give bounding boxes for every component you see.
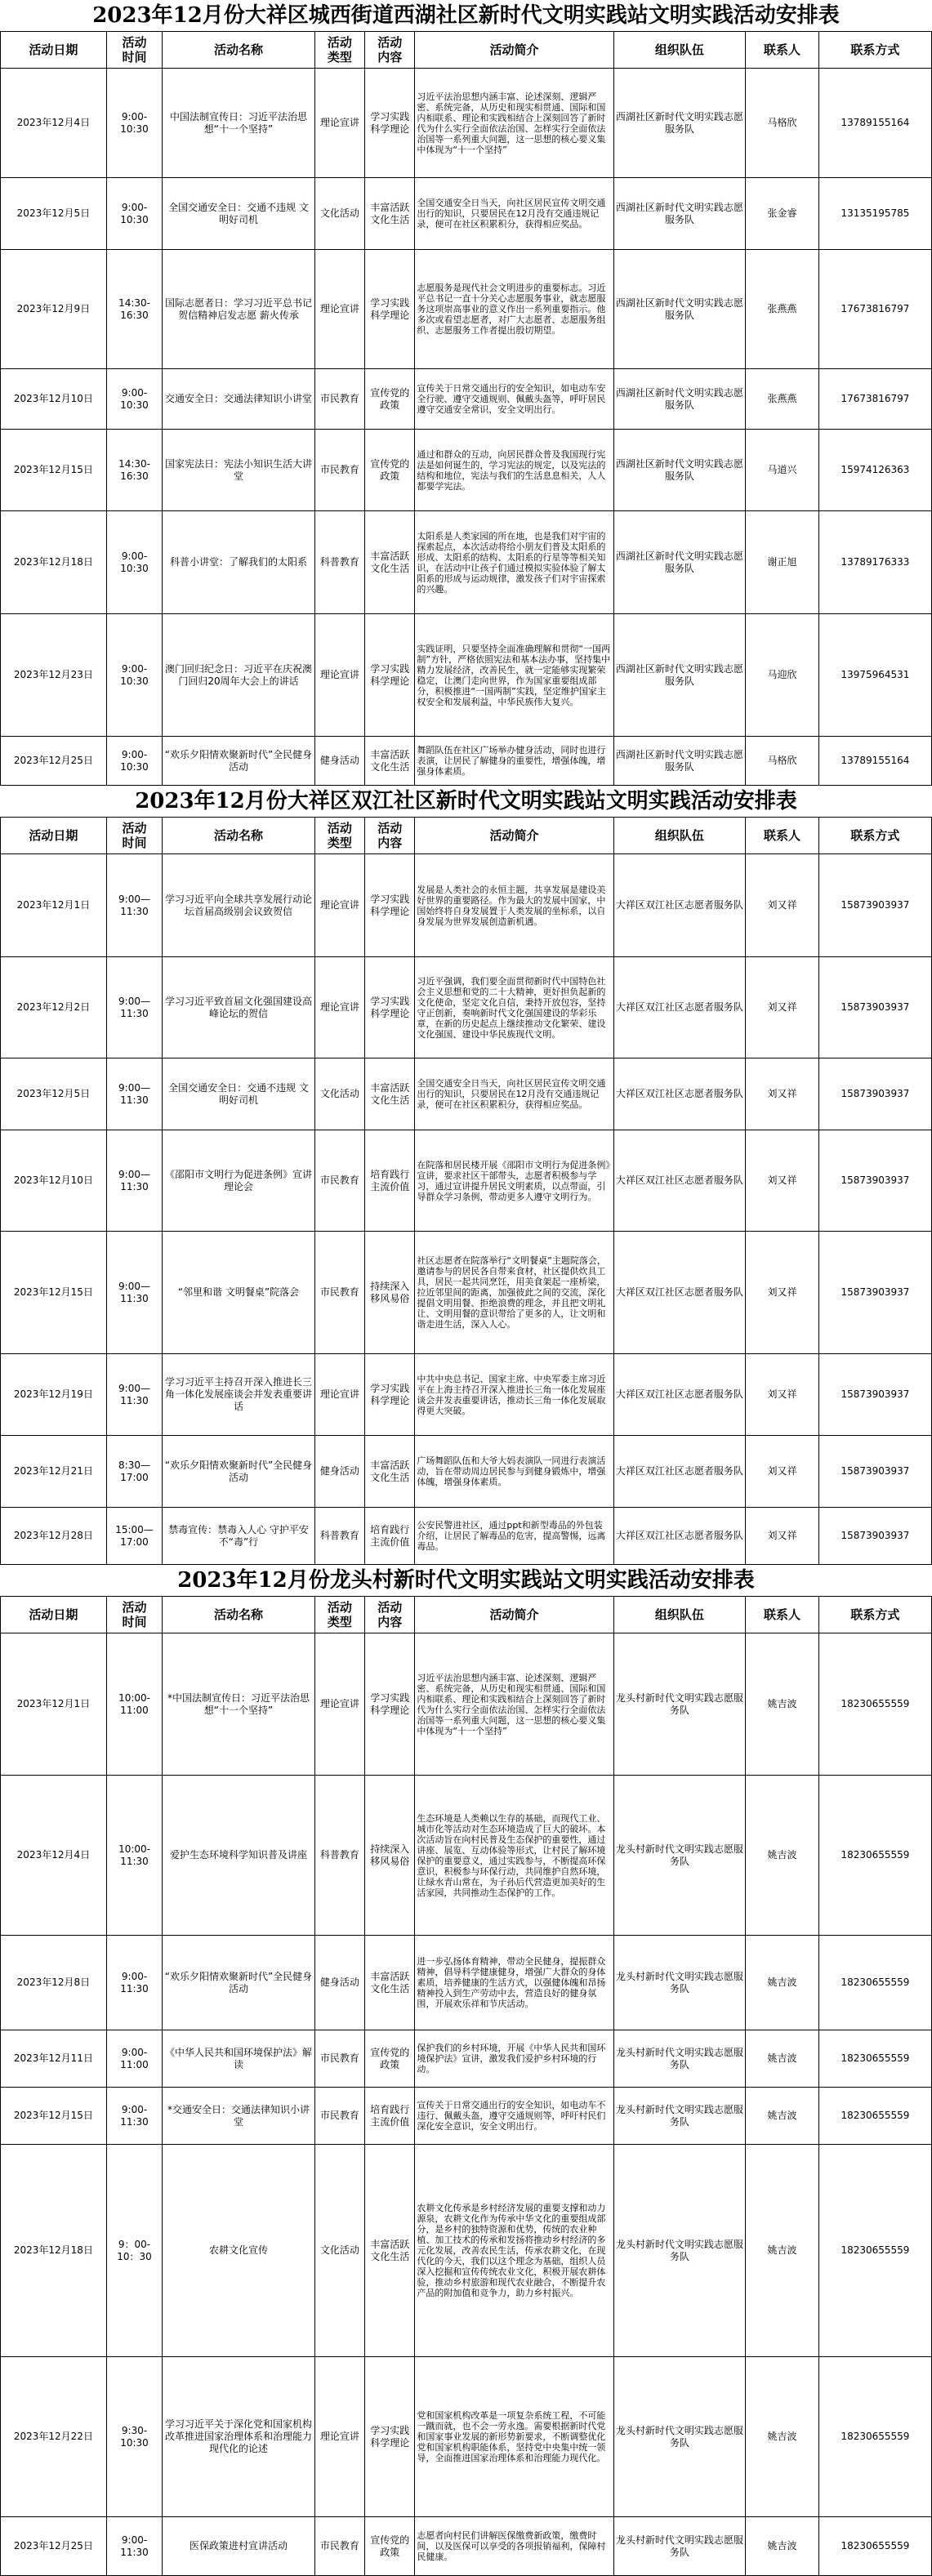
cell-activity-content: 宣传党的政策 — [365, 2517, 415, 2576]
schedule-table — [0, 817, 932, 1565]
cell-activity-intro: 宣传关于日常交通出行的安全知识，如电动车不违行、佩戴头盔，遵守交通规则等，呼吁村民们深化安全意识，安全文明出行。 — [415, 2088, 613, 2145]
cell-time: 9:00- 11:30 — [106, 2517, 162, 2576]
cell-contact-person: 姚吉波 — [746, 2145, 819, 2357]
cell-organization: 龙头村新时代文明实践志愿服务队 — [613, 2517, 746, 2576]
cell-activity-intro: 在院落和居民楼开展《邵阳市文明行为促进条例》宣讲，要求社区干部带头，志愿者积极参与学习，通过宣讲提升居民文明素质，以点带面，引导群众学习条例，带动更多人遵守文明行为。 — [415, 1130, 613, 1232]
cell-activity-content: 学习实践科学理论 — [365, 69, 415, 178]
cell-contact-person: 马格欣 — [746, 737, 819, 786]
table-row — [1, 1776, 932, 1936]
cell-activity-name: “欢乐夕阳情欢聚新时代”全民健身活动 — [163, 1936, 314, 2030]
cell-organization: 大祥区双江社区志愿者服务队 — [613, 1232, 746, 1354]
cell-contact-phone: 13789155164 — [818, 69, 931, 178]
cell-activity-type: 健身活动 — [314, 737, 364, 786]
header-contact-phone: 联系方式 — [818, 1597, 931, 1633]
cell-time: 15:00— 17:00 — [106, 1508, 162, 1565]
cell-contact-person: 马道兴 — [746, 430, 819, 511]
cell-activity-name: 全国交通安全日：交通不违规 文明好司机 — [163, 178, 314, 250]
cell-activity-intro: 保护我们的乡村环境，开展《中华人民共和国环境保护法》宣讲，激发我们爱护乡村环境的行动。 — [415, 2030, 613, 2088]
cell-contact-phone: 18230655559 — [818, 2030, 931, 2088]
cell-contact-phone: 18230655559 — [818, 2145, 931, 2357]
section-title: 2023年12月份大祥区城西街道西湖社区新时代文明实践站文明实践活动安排表 — [92, 3, 840, 28]
cell-activity-intro: 全国交通安全日当天，向社区居民宣传文明交通出行的知识，只要居民在12月没有交通违规记录，便可在社区积累积分，获得相应奖品。 — [415, 178, 613, 250]
cell-activity-type: 理论宣讲 — [314, 69, 364, 178]
cell-activity-content: 培育践行主流价值 — [365, 1508, 415, 1565]
cell-activity-name: “欢乐夕阳情欢聚新时代”全民健身活动 — [163, 737, 314, 786]
cell-time: 9:00— 11:30 — [106, 1058, 162, 1130]
cell-organization: 大祥区双江社区志愿者服务队 — [613, 1058, 746, 1130]
cell-date: 2023年12月5日 — [1, 178, 107, 250]
cell-activity-content: 宣传党的政策 — [365, 430, 415, 511]
cell-activity-content: 学习实践科学理论 — [365, 854, 415, 957]
cell-activity-type: 理论宣讲 — [314, 2357, 364, 2517]
cell-activity-name: 国际志愿者日：学习习近平总书记贺信精神启发志愿 薪火传承 — [163, 250, 314, 369]
section-xihu — [0, 0, 932, 786]
table-row — [1, 178, 932, 250]
cell-contact-person: 刘又祥 — [746, 1130, 819, 1232]
cell-activity-name: 科普小讲堂：了解我们的太阳系 — [163, 511, 314, 614]
cell-time: 9:00- 10:30 — [106, 511, 162, 614]
cell-contact-person: 张燕燕 — [746, 369, 819, 430]
header-contact-phone: 联系方式 — [818, 32, 931, 69]
cell-activity-intro: 习近平强调，我们要全面贯彻新时代中国特色社会主义思想和党的二十大精神，更好担负起新的文化使命，坚定文化自信，秉持开放包容，坚持守正创新，奏响新时代文化强国建设的华彩乐章，在新的历史起点上继续推动文化繁荣、建设文化强国、建设中华民族现代文明。 — [415, 957, 613, 1058]
table-row — [1, 250, 932, 369]
cell-activity-intro: 农耕文化传承是乡村经济发展的重要支撑和动力源泉，农耕文化作为传承中华文化的重要组成部分，是乡村的独特资源和优势，传统的农业种植、加工技术的传承和发扬将推动乡村经济的多元化发展，改善农民生活，传承农耕文化，在现代化的今天，我们以这个理念为基础，组织人员深入挖掘和宣传传统农业文化，积极开展农耕体验，推动乡村旅游和现代农业融合，不断提升农产品的附加值和竞争力，助力乡村振兴。 — [415, 2145, 613, 2357]
header-organization: 组织队伍 — [613, 818, 746, 854]
cell-date: 2023年12月10日 — [1, 369, 107, 430]
cell-time: 9:00- 10:30 — [106, 369, 162, 430]
cell-time: 9:00- 11:30 — [106, 1936, 162, 2030]
cell-activity-content: 宣传党的政策 — [365, 2030, 415, 2088]
cell-contact-person: 刘又祥 — [746, 1508, 819, 1565]
cell-date: 2023年12月15日 — [1, 430, 107, 511]
cell-contact-phone: 15873903937 — [818, 854, 931, 957]
table-row — [1, 1232, 932, 1354]
cell-date: 2023年12月15日 — [1, 1232, 107, 1354]
cell-contact-person: 刘又祥 — [746, 1232, 819, 1354]
cell-activity-name: 中国法制宣传日：习近平法治思想“十一个坚持” — [163, 69, 314, 178]
header-activity-type: 活动 类型 — [314, 818, 364, 854]
cell-contact-person: 马迎欣 — [746, 614, 819, 737]
cell-contact-person: 张金睿 — [746, 178, 819, 250]
cell-activity-content: 持续深入移风易俗 — [365, 1232, 415, 1354]
cell-date: 2023年12月19日 — [1, 1354, 107, 1436]
header-contact-person: 联系人 — [746, 32, 819, 69]
table-row — [1, 1508, 932, 1565]
cell-contact-phone: 15873903937 — [818, 1508, 931, 1565]
cell-activity-intro: 党和国家机构改革是一项复杂系统工程，不可能一蹴而就，也不会一劳永逸。需要根据新时代党和国家事业发展的新形势新要求，不断调整优化党和国家机构职能体系，坚持党中央集中统一领导，全面推进国家治理体系和治理能力现代化。 — [415, 2357, 613, 2517]
cell-date: 2023年12月8日 — [1, 1936, 107, 2030]
cell-activity-name: *中国法制宣传日：习近平法治思想“十一个坚持” — [163, 1633, 314, 1776]
cell-activity-content: 丰富活跃文化生活 — [365, 1436, 415, 1508]
cell-activity-intro: 发展是人类社会的永恒主题，共享发展是建设美好世界的重要路径。作为最大的发展中国家，中国始终将自身发展置于人类发展的坐标系，以自身发展为世界发展创造新机遇。 — [415, 854, 613, 957]
header-time: 活动 时间 — [106, 1597, 162, 1633]
cell-activity-name: 全国交通安全日：交通不违规 文明好司机 — [163, 1058, 314, 1130]
cell-activity-intro: 社区志愿者在院落举行“文明餐桌”主题院落会，邀请参与的居民各自带来食材，社区提供炊具工具，居民一起共同烹饪，用美食架起一座桥梁，拉近邻里间的距离，加强彼此之间的交流，深化提倡文明用餐、拒绝浪费的理念，并且把文明礼让、文明用餐的意识带给了更多的人，让文明和谐走进生活，深入人心。 — [415, 1232, 613, 1354]
cell-organization: 西湖社区新时代文明实践志愿服务队 — [613, 369, 746, 430]
cell-activity-name: 国家宪法日：宪法小知识生活大讲堂 — [163, 430, 314, 511]
cell-activity-name: “邻里和谐 文明餐桌”院落会 — [163, 1232, 314, 1354]
cell-time: 14:30- 16:30 — [106, 250, 162, 369]
cell-activity-type: 理论宣讲 — [314, 854, 364, 957]
header-activity-intro: 活动简介 — [415, 1597, 613, 1633]
header-date: 活动日期 — [1, 32, 107, 69]
cell-activity-type: 市民教育 — [314, 2030, 364, 2088]
cell-contact-phone: 18230655559 — [818, 1776, 931, 1936]
cell-activity-name: 学习习近平向全球共享发展行动论坛首届高级别会议致贺信 — [163, 854, 314, 957]
cell-activity-intro: 通过和群众的互动，向居民群众普及我国现行宪法是如何诞生的，学习宪法的规定，以及宪法的结构和地位，宪法与我们的生活息息相关，人人都要学宪法。 — [415, 430, 613, 511]
header-activity-intro: 活动简介 — [415, 32, 613, 69]
cell-activity-type: 理论宣讲 — [314, 250, 364, 369]
section-title: 2023年12月份大祥区双江社区新时代文明实践站文明实践活动安排表 — [135, 789, 797, 813]
table-row — [1, 430, 932, 511]
cell-date: 2023年12月1日 — [1, 854, 107, 957]
cell-organization: 龙头村新时代文明实践志愿服务队 — [613, 2145, 746, 2357]
table-row — [1, 2145, 932, 2357]
cell-contact-person: 姚吉波 — [746, 2030, 819, 2088]
table-row — [1, 1436, 932, 1508]
cell-activity-content: 学习实践科学理论 — [365, 1354, 415, 1436]
cell-activity-name: 爱护生态环境科学知识普及讲座 — [163, 1776, 314, 1936]
cell-contact-phone: 15873903937 — [818, 1436, 931, 1508]
cell-activity-name: 学习习近平致首届文化强国建设高峰论坛的贺信 — [163, 957, 314, 1058]
section-title: 2023年12月份龙头村新时代文明实践站文明实践活动安排表 — [177, 1568, 755, 1593]
cell-date: 2023年12月11日 — [1, 2030, 107, 2088]
cell-organization: 西湖社区新时代文明实践志愿服务队 — [613, 737, 746, 786]
cell-organization: 西湖社区新时代文明实践志愿服务队 — [613, 614, 746, 737]
header-organization: 组织队伍 — [613, 1597, 746, 1633]
cell-activity-intro: 公安民警进社区，通过ppt和新型毒品的外包装介绍，让居民了解毒品的危害，提高警惕，远离毒品。 — [415, 1508, 613, 1565]
cell-contact-person: 刘又祥 — [746, 957, 819, 1058]
cell-contact-phone: 13789176333 — [818, 511, 931, 614]
cell-activity-intro: 习近平法治思想内涵丰富、论述深刻、逻辑严密、系统完备，从历史和现实相贯通、国际和国内相联系、理论和实践相结合上深刻回答了新时代为什么实行全面依法治国、怎样实行全面依法治国等一系列重大问题，这一思想的核心要义集中体现为“十一个坚持” — [415, 1633, 613, 1776]
cell-activity-type: 理论宣讲 — [314, 957, 364, 1058]
cell-contact-phone: 13975964531 — [818, 614, 931, 737]
cell-contact-person: 谢正旭 — [746, 511, 819, 614]
cell-organization: 大祥区双江社区志愿者服务队 — [613, 1508, 746, 1565]
cell-contact-phone: 13789155164 — [818, 737, 931, 786]
header-activity-intro: 活动简介 — [415, 818, 613, 854]
cell-date: 2023年12月23日 — [1, 614, 107, 737]
header-contact-phone: 联系方式 — [818, 818, 931, 854]
cell-activity-type: 文化活动 — [314, 178, 364, 250]
cell-date: 2023年12月1日 — [1, 1633, 107, 1776]
cell-activity-content: 学习实践科学理论 — [365, 2357, 415, 2517]
cell-activity-intro: 太阳系是人类家园的所在地，也是我们对宇宙的探索起点，本次活动将给小朋友们普及太阳系的形成、太阳系的结构、太阳系的行星等等相关知识，在活动中让孩子们通过模拟实验体验了解太阳系的形成与运动规律，激发孩子们对宇宙探索的兴趣。 — [415, 511, 613, 614]
header-activity-content: 活动 内容 — [365, 818, 415, 854]
header-contact-person: 联系人 — [746, 1597, 819, 1633]
cell-activity-content: 丰富活跃文化生活 — [365, 1936, 415, 2030]
cell-organization: 龙头村新时代文明实践志愿服务队 — [613, 1633, 746, 1776]
cell-organization: 西湖社区新时代文明实践志愿服务队 — [613, 69, 746, 178]
cell-time: 9:00- 10:30 — [106, 737, 162, 786]
header-organization: 组织队伍 — [613, 32, 746, 69]
cell-contact-person: 刘又祥 — [746, 1436, 819, 1508]
table-row — [1, 2030, 932, 2088]
cell-contact-phone: 18230655559 — [818, 1936, 931, 2030]
table-row — [1, 1130, 932, 1232]
cell-activity-intro: 志愿者向村民们讲解医保缴费新政策，缴费时间，以及医保可以享受的各项报销福利，保障村民健康。 — [415, 2517, 613, 2576]
cell-contact-phone: 13135195785 — [818, 178, 931, 250]
header-activity-content: 活动 内容 — [365, 1597, 415, 1633]
cell-activity-intro: 舞蹈队伍在社区广场举办健身活动，同时也进行表演，让居民了解健身的重要性，增强体魄，增强身体素质。 — [415, 737, 613, 786]
cell-activity-content: 学习实践科学理论 — [365, 250, 415, 369]
cell-organization: 西湖社区新时代文明实践志愿服务队 — [613, 250, 746, 369]
cell-activity-type: 文化活动 — [314, 2145, 364, 2357]
cell-date: 2023年12月9日 — [1, 250, 107, 369]
cell-time: 10:00- 11:30 — [106, 1776, 162, 1936]
cell-activity-type: 科普教育 — [314, 1776, 364, 1936]
cell-activity-type: 市民教育 — [314, 1232, 364, 1354]
cell-activity-content: 丰富活跃文化生活 — [365, 2145, 415, 2357]
cell-contact-phone: 15873903937 — [818, 1354, 931, 1436]
table-row — [1, 1354, 932, 1436]
cell-activity-type: 市民教育 — [314, 2517, 364, 2576]
cell-contact-phone: 17673816797 — [818, 250, 931, 369]
header-activity-content: 活动 内容 — [365, 32, 415, 69]
cell-organization: 西湖社区新时代文明实践志愿服务队 — [613, 178, 746, 250]
cell-contact-phone: 18230655559 — [818, 2357, 931, 2517]
cell-activity-type: 科普教育 — [314, 511, 364, 614]
cell-organization: 大祥区双江社区志愿者服务队 — [613, 1436, 746, 1508]
cell-contact-person: 刘又祥 — [746, 854, 819, 957]
table-row — [1, 369, 932, 430]
cell-activity-intro: 志愿服务是现代社会文明进步的重要标志。习近平总书记一直十分关心志愿服务事业，就志愿服务这项崇高事业的意义作出一系列重要指示。他多次或看望志愿者，对广大志愿者、志愿服务组织、志愿服务工作者提出殷切期望。 — [415, 250, 613, 369]
schedule-table — [0, 1596, 932, 2576]
cell-activity-type: 理论宣讲 — [314, 614, 364, 737]
cell-activity-content: 丰富活跃文化生活 — [365, 1058, 415, 1130]
cell-time: 9:00- 11:30 — [106, 2088, 162, 2145]
header-contact-person: 联系人 — [746, 818, 819, 854]
cell-activity-name: 农耕文化宣传 — [163, 2145, 314, 2357]
cell-activity-name: 医保政策进村宣讲活动 — [163, 2517, 314, 2576]
cell-time: 9:00- 10:30 — [106, 69, 162, 178]
cell-activity-name: 交通安全日：交通法律知识小讲堂 — [163, 369, 314, 430]
cell-time: 8:30— 17:00 — [106, 1436, 162, 1508]
cell-date: 2023年12月18日 — [1, 511, 107, 614]
cell-date: 2023年12月5日 — [1, 1058, 107, 1130]
cell-activity-type: 市民教育 — [314, 1130, 364, 1232]
header-activity-type: 活动 类型 — [314, 32, 364, 69]
cell-contact-phone: 18230655559 — [818, 2088, 931, 2145]
table-row — [1, 614, 932, 737]
cell-time: 9:00- 11:00 — [106, 2030, 162, 2088]
table-header-row — [1, 818, 932, 854]
cell-organization: 大祥区双江社区志愿者服务队 — [613, 1130, 746, 1232]
cell-time: 9：00- 10：30 — [106, 2145, 162, 2357]
cell-date: 2023年12月21日 — [1, 1436, 107, 1508]
cell-activity-name: 澳门回归纪念日：习近平在庆祝澳门回归20周年大会上的讲话 — [163, 614, 314, 737]
cell-contact-phone: 17673816797 — [818, 369, 931, 430]
cell-activity-name: 禁毒宣传：禁毒入人心 守护平安不“毒”行 — [163, 1508, 314, 1565]
header-activity-name: 活动名称 — [163, 818, 314, 854]
cell-activity-intro: 广场舞蹈队伍和大爷大妈表演队一同进行表演活动，旨在带动周边居民参与到健身锻炼中，增强体魄，增强身体素质。 — [415, 1436, 613, 1508]
table-row — [1, 1058, 932, 1130]
cell-activity-intro: 宣传关于日常交通出行的安全知识，如电动车安全行驶、遵守交通规则、佩戴头盔等，呼吁居民遵守交通安全常识，安全文明出行。 — [415, 369, 613, 430]
cell-activity-name: 《中华人民共和国环境保护法》解读 — [163, 2030, 314, 2088]
cell-contact-person: 姚吉波 — [746, 1776, 819, 1936]
header-date: 活动日期 — [1, 818, 107, 854]
cell-organization: 大祥区双江社区志愿者服务队 — [613, 854, 746, 957]
table-row — [1, 69, 932, 178]
cell-contact-phone: 15873903937 — [818, 1058, 931, 1130]
table-row — [1, 1936, 932, 2030]
cell-organization: 龙头村新时代文明实践志愿服务队 — [613, 1776, 746, 1936]
cell-activity-intro: 中共中央总书记、国家主席、中央军委主席习近平在上海主持召开深入推进长三角一体化发展座谈会并发表重要讲话，推动长三角一体化发展取得更大突破。 — [415, 1354, 613, 1436]
cell-activity-content: 学习实践科学理论 — [365, 1633, 415, 1776]
header-date: 活动日期 — [1, 1597, 107, 1633]
cell-activity-content: 学习实践科学理论 — [365, 957, 415, 1058]
cell-time: 9:30- 10:30 — [106, 2357, 162, 2517]
cell-organization: 大祥区双江社区志愿者服务队 — [613, 957, 746, 1058]
cell-time: 9:00— 11:30 — [106, 957, 162, 1058]
cell-contact-person: 姚吉波 — [746, 2088, 819, 2145]
cell-activity-type: 科普教育 — [314, 1508, 364, 1565]
header-activity-type: 活动 类型 — [314, 1597, 364, 1633]
cell-time: 9:00— 11:30 — [106, 1130, 162, 1232]
cell-activity-intro: 全国交通安全日当天，向社区居民宣传文明交通出行的知识，只要居民在12月没有交通违规记录，便可在社区积累积分，获得相应奖品。 — [415, 1058, 613, 1130]
cell-contact-phone: 18230655559 — [818, 2517, 931, 2576]
cell-activity-name: 《邵阳市文明行为促进条例》宣讲理论会 — [163, 1130, 314, 1232]
cell-date: 2023年12月15日 — [1, 2088, 107, 2145]
cell-activity-content: 丰富活跃文化生活 — [365, 511, 415, 614]
header-activity-name: 活动名称 — [163, 32, 314, 69]
cell-date: 2023年12月10日 — [1, 1130, 107, 1232]
cell-organization: 龙头村新时代文明实践志愿服务队 — [613, 2357, 746, 2517]
cell-organization: 龙头村新时代文明实践志愿服务队 — [613, 2030, 746, 2088]
cell-contact-person: 姚吉波 — [746, 2357, 819, 2517]
cell-organization: 西湖社区新时代文明实践志愿服务队 — [613, 511, 746, 614]
cell-contact-person: 姚吉波 — [746, 1936, 819, 2030]
cell-time: 9:00- 10:30 — [106, 178, 162, 250]
cell-date: 2023年12月2日 — [1, 957, 107, 1058]
cell-time: 9:00— 11:30 — [106, 1232, 162, 1354]
section-shuangjiang — [0, 786, 932, 1565]
cell-activity-content: 培育践行主流价值 — [365, 2088, 415, 2145]
header-activity-name: 活动名称 — [163, 1597, 314, 1633]
cell-organization: 西湖社区新时代文明实践志愿服务队 — [613, 430, 746, 511]
cell-activity-type: 健身活动 — [314, 1936, 364, 2030]
table-header-row — [1, 1597, 932, 1633]
cell-time: 9:00— 11:30 — [106, 1354, 162, 1436]
cell-activity-type: 理论宣讲 — [314, 1354, 364, 1436]
table-row — [1, 2088, 932, 2145]
cell-activity-content: 学习实践科学理论 — [365, 614, 415, 737]
cell-contact-person: 刘又祥 — [746, 1058, 819, 1130]
cell-activity-name: “欢乐夕阳情欢聚新时代”全民健身活动 — [163, 1436, 314, 1508]
cell-date: 2023年12月25日 — [1, 2517, 107, 2576]
cell-date: 2023年12月28日 — [1, 1508, 107, 1565]
cell-activity-intro: 实践证明，只要坚持全面准确理解和贯彻“一国两制”方针，严格依照宪法和基本法办事，坚持集中精力发展经济，改善民生，就一定能够实现繁荣稳定，让澳门走向世界，作为国家重要组成部分，积极推进“一国两制”实践，坚定维护国家主权安全和发展利益，中华民族伟大复兴。 — [415, 614, 613, 737]
cell-date: 2023年12月4日 — [1, 69, 107, 178]
cell-activity-name: 学习习近平主持召开深入推进长三角一体化发展座谈会并发表重要讲话 — [163, 1354, 314, 1436]
cell-activity-content: 丰富活跃文化生活 — [365, 178, 415, 250]
cell-activity-name: 学习习近平关于深化党和国家机构改革推进国家治理体系和治理能力现代化的论述 — [163, 2357, 314, 2517]
cell-contact-phone: 15873903937 — [818, 1232, 931, 1354]
cell-activity-intro: 习近平法治思想内涵丰富、论述深刻、逻辑严密、系统完备，从历史和现实相贯通、国际和国内相联系、理论和实践相结合上深刻回答了新时代为什么实行全面依法治国、怎样实行全面依法治国等一系列重大问题，这一思想的核心要义集中体现为“十一个坚持” — [415, 69, 613, 178]
table-row — [1, 511, 932, 614]
cell-activity-content: 培育践行主流价值 — [365, 1130, 415, 1232]
cell-activity-intro: 生态环境是人类赖以生存的基础，而现代工业、城市化等活动对生态环境造成了巨大的破坏。本次活动旨在向村民普及生态保护的重要性，通过讲座、展览、互动体验等形式，让村民了解环境保护的重要意义，通过实践参与，不断提高环保意识，积极参与环保行动，共同维护自然环境，让绿水青山常在，为子孙后代营造更加美好的生活家园，共同推动生态保护的工作。 — [415, 1776, 613, 1936]
cell-contact-person: 刘又祥 — [746, 1354, 819, 1436]
cell-time: 10:00- 11:00 — [106, 1633, 162, 1776]
cell-activity-type: 文化活动 — [314, 1058, 364, 1130]
cell-activity-intro: 进一步弘扬体育精神，带动全民健身，提振群众精神，倡导科学健康健身，增强广大群众的身体素质，培养健康的生活方式，以强健体魄和昂扬精神投入到生产劳动中去，营造良好的健身氛围，开展欢乐祥和节庆活动。 — [415, 1936, 613, 2030]
cell-contact-person: 张燕燕 — [746, 250, 819, 369]
schedule-table — [0, 31, 932, 786]
cell-date: 2023年12月22日 — [1, 2357, 107, 2517]
cell-contact-phone: 15873903937 — [818, 957, 931, 1058]
cell-date: 2023年12月4日 — [1, 1776, 107, 1936]
table-row — [1, 1633, 932, 1776]
cell-date: 2023年12月18日 — [1, 2145, 107, 2357]
table-row — [1, 854, 932, 957]
cell-organization: 龙头村新时代文明实践志愿服务队 — [613, 1936, 746, 2030]
cell-date: 2023年12月25日 — [1, 737, 107, 786]
cell-activity-type: 理论宣讲 — [314, 1633, 364, 1776]
cell-contact-person: 马格欣 — [746, 69, 819, 178]
table-row — [1, 737, 932, 786]
cell-contact-phone: 15873903937 — [818, 1130, 931, 1232]
table-row — [1, 2517, 932, 2576]
cell-time: 9:00— 11:30 — [106, 854, 162, 957]
cell-activity-content: 持续深入移风易俗 — [365, 1776, 415, 1936]
cell-organization: 龙头村新时代文明实践志愿服务队 — [613, 2088, 746, 2145]
cell-activity-type: 健身活动 — [314, 1436, 364, 1508]
cell-contact-phone: 15974126363 — [818, 430, 931, 511]
cell-activity-type: 市民教育 — [314, 430, 364, 511]
cell-contact-phone: 18230655559 — [818, 1633, 931, 1776]
cell-activity-type: 市民教育 — [314, 369, 364, 430]
cell-activity-name: *交通安全日：交通法律知识小讲堂 — [163, 2088, 314, 2145]
table-row — [1, 2357, 932, 2517]
cell-contact-person: 姚吉波 — [746, 2517, 819, 2576]
cell-activity-content: 丰富活跃文化生活 — [365, 737, 415, 786]
section-longtou — [0, 1565, 932, 2576]
cell-time: 14:30- 16:30 — [106, 430, 162, 511]
table-header-row — [1, 32, 932, 69]
cell-time: 9:00- 10:30 — [106, 614, 162, 737]
cell-activity-content: 宣传党的政策 — [365, 369, 415, 430]
cell-contact-person: 姚吉波 — [746, 1633, 819, 1776]
header-time: 活动 时间 — [106, 818, 162, 854]
header-time: 活动 时间 — [106, 32, 162, 69]
cell-organization: 大祥区双江社区志愿者服务队 — [613, 1354, 746, 1436]
table-row — [1, 957, 932, 1058]
cell-activity-type: 市民教育 — [314, 2088, 364, 2145]
